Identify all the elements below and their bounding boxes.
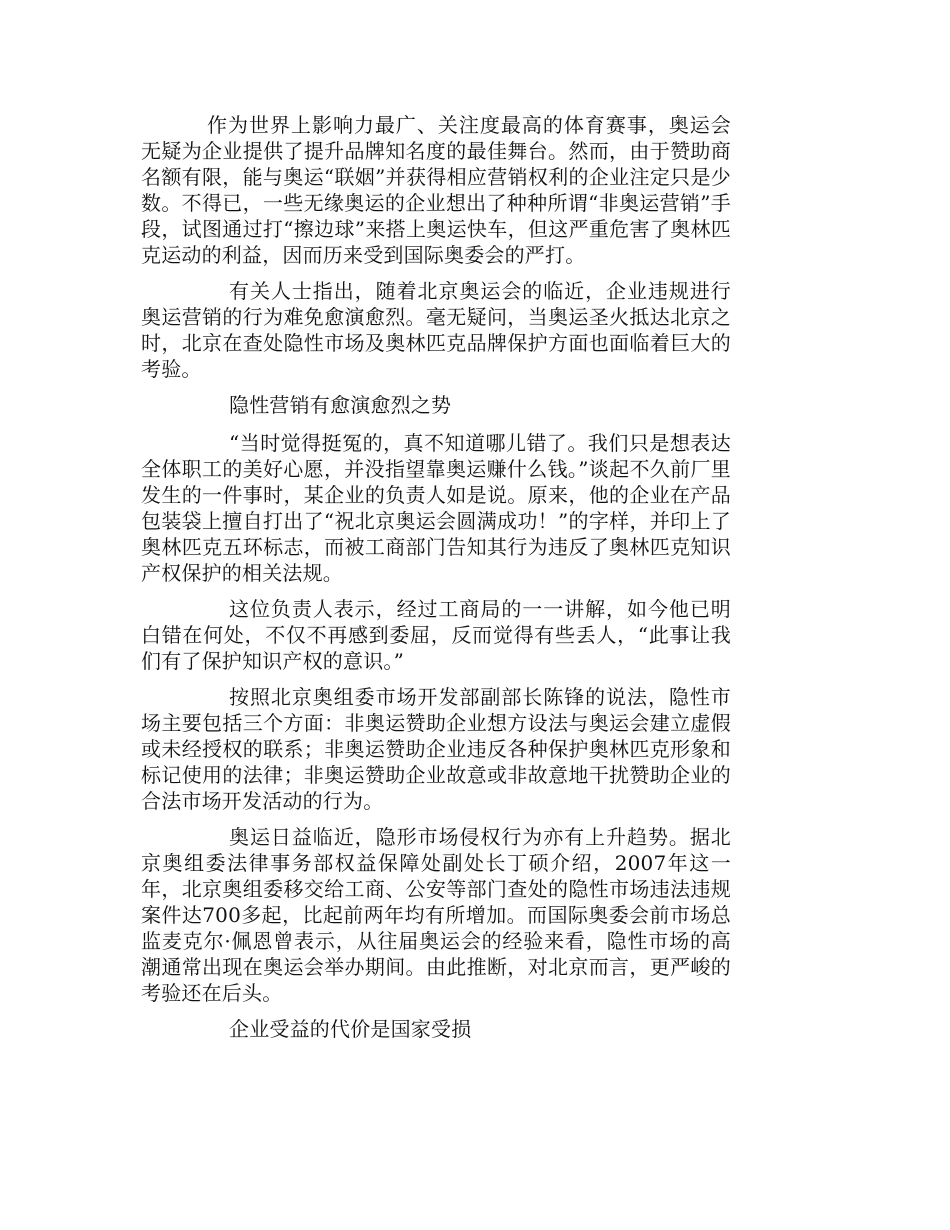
- paragraph-infringement-trend: 奥运日益临近，隐形市场侵权行为亦有上升趋势。据北京奥组委法律事务部权益保障处副处长丁硕介绍，2007年这一年，北京奥组委移交给工商、公安等部门查处的隐性市场违法违规案件达700多起，比起前两年均有所增加。而国际奥委会前市场总监麦克尔·佩恩曾表示，从往届奥运会的经验来看，隐性市场的高潮通常出现在奥运会举办期间。由此推断，对北京而言，更严峻的考验还在后头。: [141, 825, 731, 1005]
- section-heading-national-loss: 企业受益的代价是国家受损: [229, 1017, 472, 1041]
- document-body: [141, 112, 731, 1054]
- paragraph-responsible-person: 这位负责人表示，经过工商局的一一讲解，如今他已明白错在何处，不仅不再感到委屈，反而觉得有些丢人，“此事让我们有了保护知识产权的意识。”: [141, 597, 731, 673]
- section-heading-hidden-marketing: 隐性营销有愈演愈烈之势: [229, 393, 452, 417]
- paragraph-expert-opinion: 有关人士指出，随着北京奥运会的临近，企业违规进行奥运营销的行为难免愈演愈烈。毫无疑问，当奥运圣火抵达北京之时，北京在查处隐性市场及奥林匹克品牌保护方面也面临着巨大的考验。: [141, 279, 731, 381]
- paragraph-intro: 作为世界上影响力最广、关注度最高的体育赛事，奥运会无疑为企业提供了提升品牌知名度的最佳舞台。然而，由于赞助商名额有限，能与奥运“联姻”并获得相应营销权利的企业注定只是少数。不得已，一些无缘奥运的企业想出了种种所谓“非奥运营销”手段，试图通过打“擦边球”来搭上奥运快车，但这严重危害了奥林匹克运动的利益，因而历来受到国际奥委会的严打。: [141, 113, 731, 267]
- paragraph-enterprise-case: “当时觉得挺冤的，真不知道哪儿错了。我们只是想表达全体职工的美好心愿，并没指望靠奥运赚什么钱。”谈起不久前厂里发生的一件事时，某企业的负责人如是说。原来，他的企业在产品包装袋上擅自打出了“祝北京奥运会圆满成功！”的字样，并印上了奥林匹克五环标志，而被工商部门告知其行为违反了奥林匹克知识产权保护的相关法规。: [141, 431, 731, 585]
- paragraph-hidden-market-definition: 按照北京奥组委市场开发部副部长陈锋的说法，隐性市场主要包括三个方面：非奥运赞助企业想方设法与奥运会建立虚假或未经授权的联系；非奥运赞助企业违反各种保护奥林匹克形象和标记使用的法律；非奥运赞助企业故意或非故意地干扰赞助企业的合法市场开发活动的行为。: [141, 685, 731, 813]
